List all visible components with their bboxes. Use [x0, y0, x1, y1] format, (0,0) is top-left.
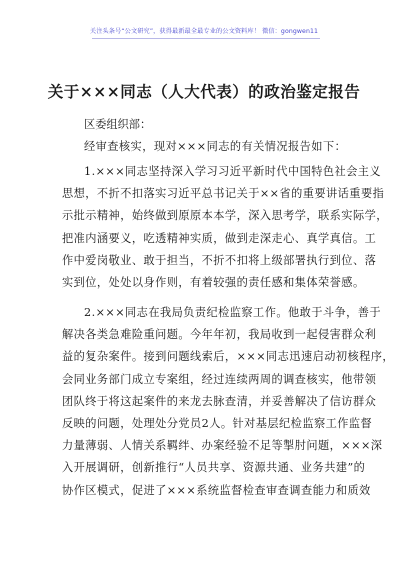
paragraph-line: 把准内涵要义，吃透精神实质，做到走深走心、真学真信。工 [62, 231, 377, 245]
section-1-paragraph [62, 161, 388, 294]
paragraph-line: 2.×××同志在我局负责纪检监察工作。他敢于斗争，善于 [84, 306, 382, 319]
paragraph-line: 实到位，处处以身作则，有着较强的责任感和集体荣誉感。 [62, 275, 365, 289]
paragraph-line: 协作区模式，促进了×××系统监督检查审查调查能力和质效 [62, 483, 371, 497]
paragraph-line: 示批示精神，始终做到原原本本学，深入思考学，联系实际学， [62, 209, 388, 223]
paragraph-line: 力量薄弱、人情关系羁绊、办案经验不足等掣肘问题，×××深 [62, 439, 383, 453]
paragraph-line: 益的复杂案件。接到问题线索后，×××同志迅速启动初核程序， [62, 350, 395, 364]
document-title: 关于×××同志（人大代表）的政治鉴定报告 [47, 82, 361, 101]
salutation: 区委组织部： [84, 118, 152, 131]
section-2-paragraph [62, 302, 395, 502]
paragraph-line: 会同业务部门成立专案组，经过连续两周的调查核实，他带领 [62, 372, 377, 386]
paragraph-line: 1.×××同志坚持深入学习习近平新时代中国特色社会主义 [84, 165, 382, 178]
paragraph-line: 解决各类急难险重问题。今年年初，我局收到一起侵害群众利 [62, 328, 377, 342]
paragraph-line: 反映的问题，处理处分党员2人。针对基层纪检监察工作监督 [62, 416, 373, 430]
header-banner: 关注头条号“公文研究”，获得最新最全最专业的公文资料库！ 微信：gongwen11 [89, 28, 319, 35]
intro-paragraph: 经审查核实，现对×××同志的有关情况报告如下： [84, 140, 347, 153]
paragraph-line: 作中爱岗敬业、敢于担当，不折不扣将上级部署执行到位、落 [62, 253, 377, 267]
paragraph-line: 思想，不折不扣落实习近平总书记关于××省的重要讲话重要指 [62, 187, 385, 201]
paragraph-line: 入开展调研，创新推行“人员共享、资源共通、业务共建”的 [62, 461, 366, 475]
paragraph-line: 团队终于将这起案件的来龙去脉查清，并妥善解决了信访群众 [62, 394, 377, 408]
banner-divider [92, 38, 320, 39]
